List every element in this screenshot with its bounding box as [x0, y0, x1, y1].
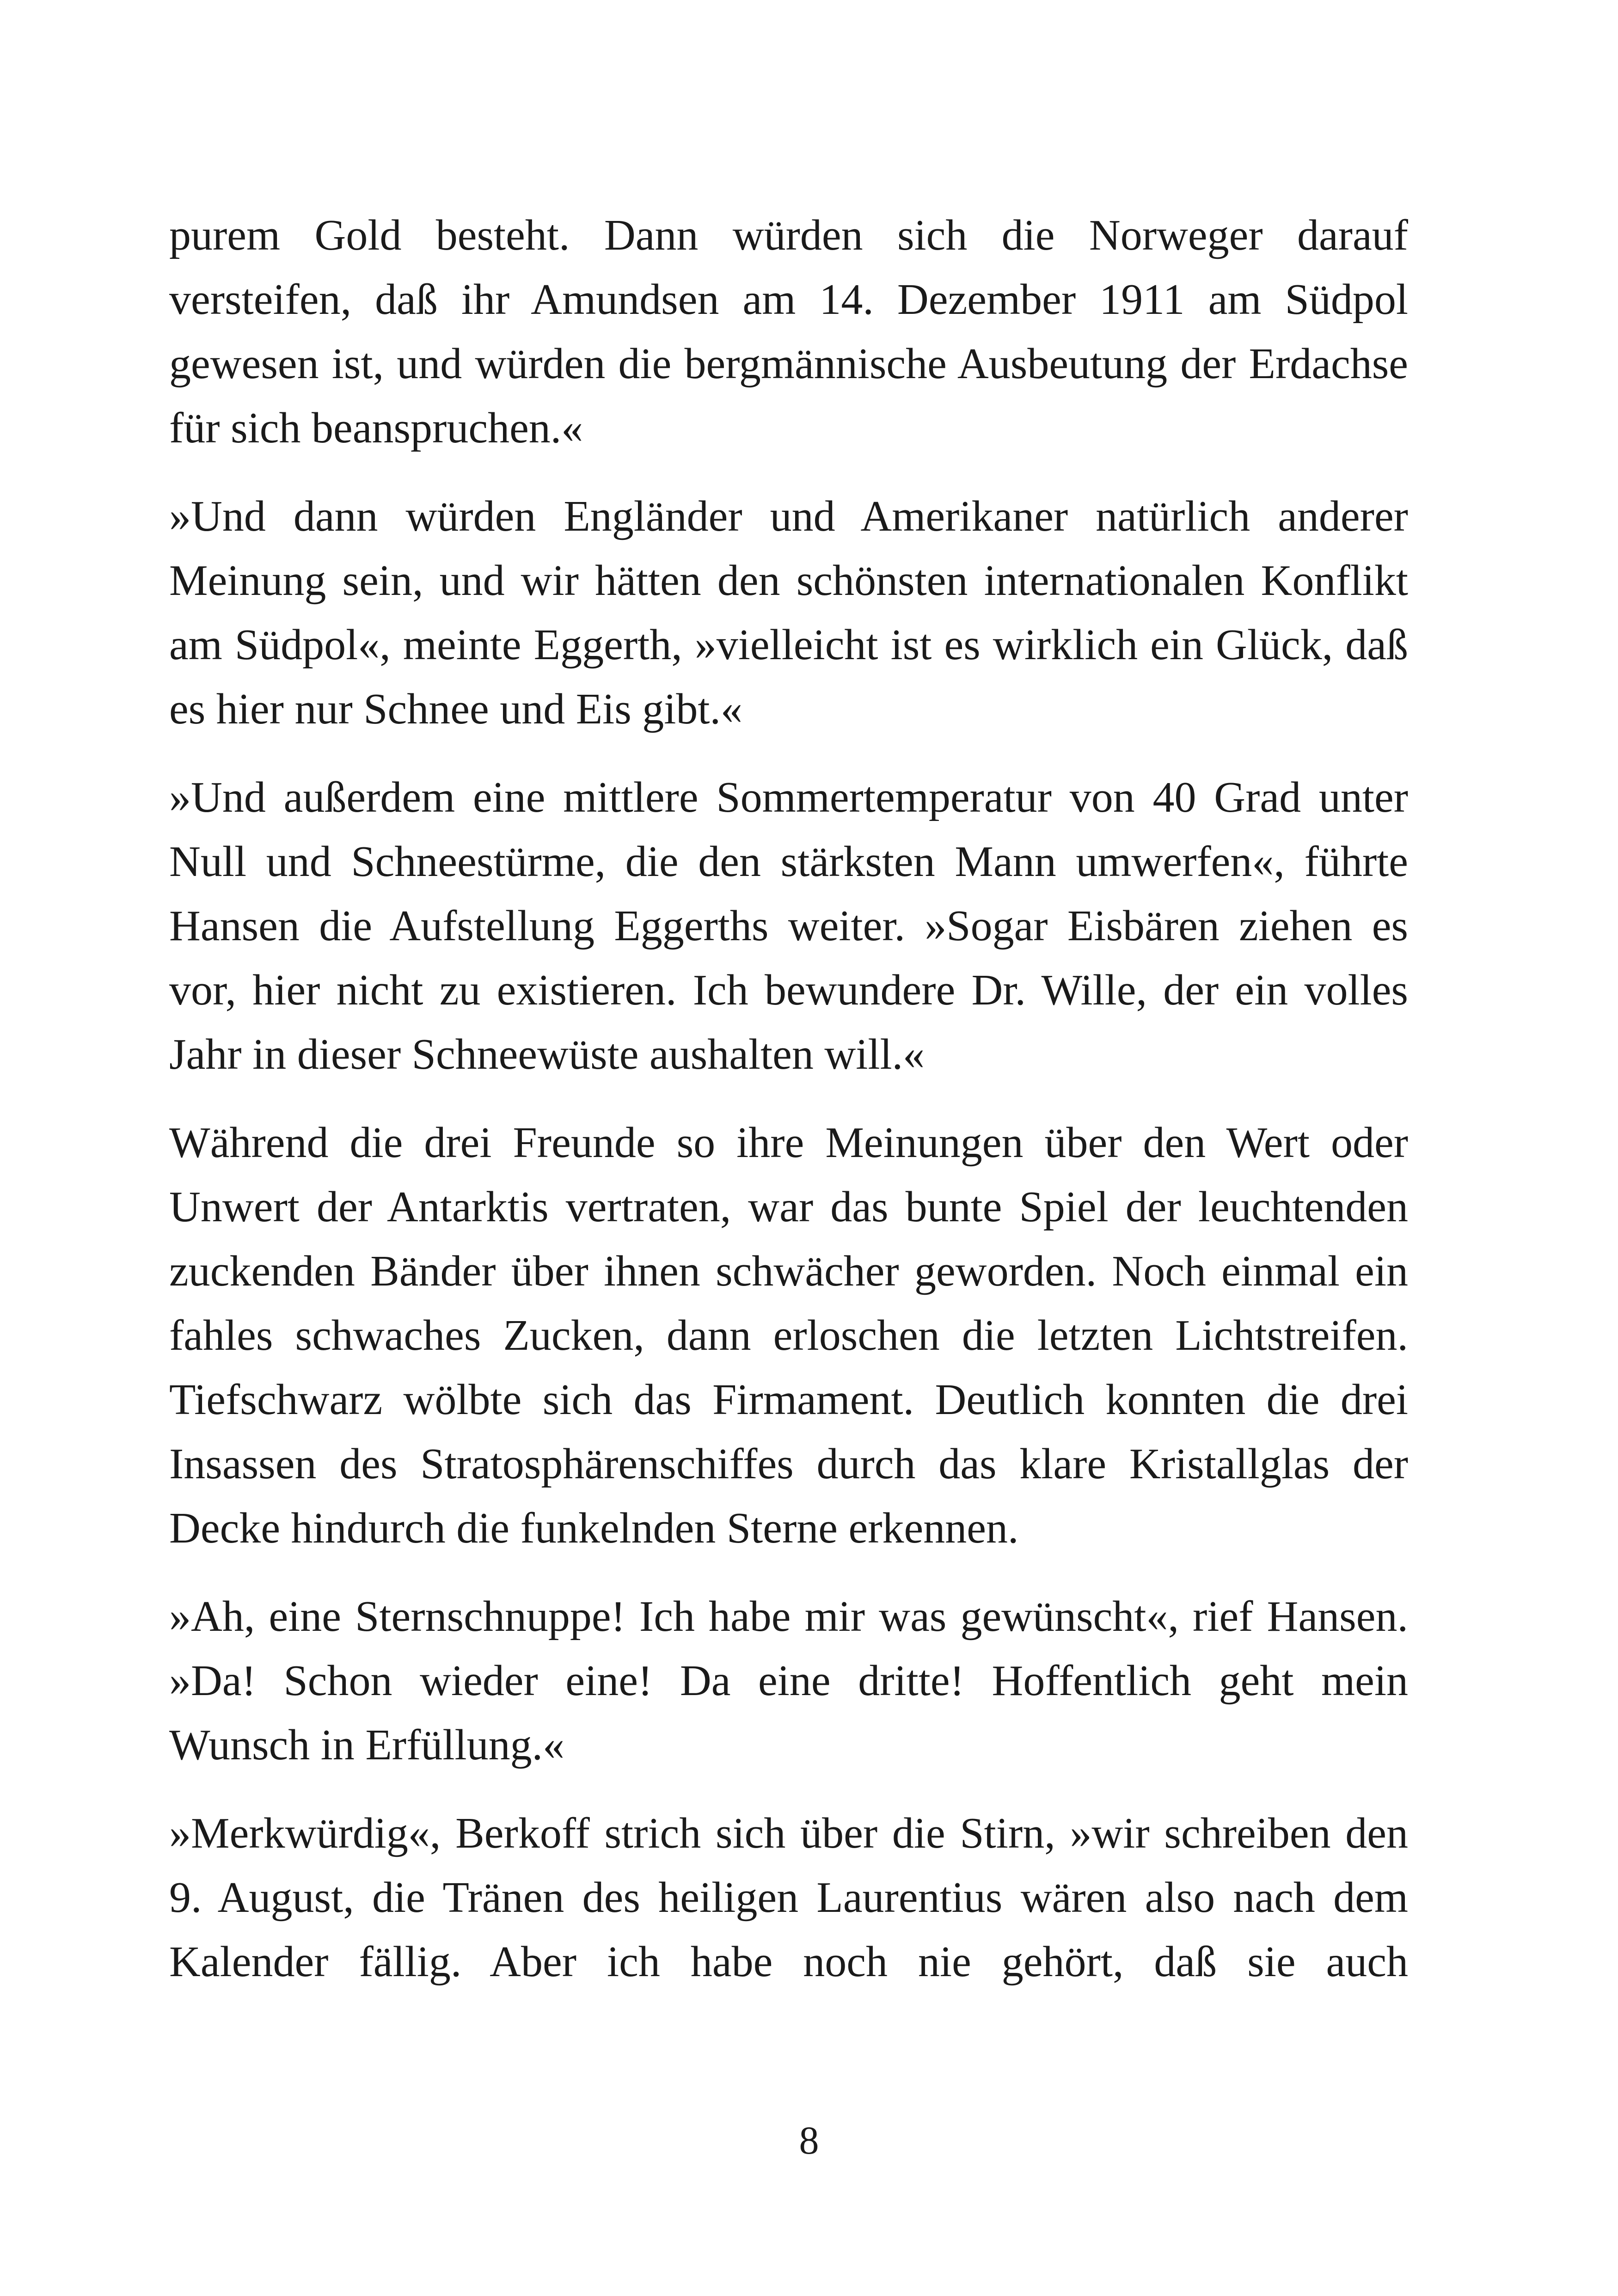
paragraph-3: »Und außerdem eine mittlere Sommertemperatur von 40 Grad unter Null und Schneestürme, die den stärksten Mann umwerfen«, führte Hansen die Aufstellung Eggerths weiter. »Sogar Eisbären ziehen es vor, hier nicht zu existieren. Ich bewundere Dr. Wille, der ein volles Jahr in dieser Schneewüste aushalten will.« — [169, 773, 1408, 1078]
body-text — [169, 203, 1408, 2018]
page-number: 8 — [799, 2118, 819, 2162]
paragraph-6: »Merkwürdig«, Berkoff strich sich über die Stirn, »wir schreiben den 9. August, die Tränen des heiligen Laurentius wären also nach dem Kalender fällig. Aber ich habe noch nie gehört, daß sie auch — [169, 1809, 1408, 1986]
paragraph-2: »Und dann würden Engländer und Amerikaner natürlich anderer Meinung sein, und wir hätten den schönsten internationalen Konflikt am Südpol«, meinte Eggerth, »vielleicht ist es wirklich ein Glück, daß es hier nur Schnee und Eis gibt.« — [169, 492, 1408, 733]
paragraph-4: Während die drei Freunde so ihre Meinungen über den Wert oder Unwert der Antarktis vertraten, war das bunte Spiel der leuchtenden zuckenden Bänder über ihnen schwächer geworden. Noch einmal ein fahles schwaches Zucken, dann erloschen die letzten Lichtstreifen. Tiefschwarz wölbte sich das Firmament. Deutlich konnten die drei Insassen des Stratosphärenschiffes durch das klare Kristallglas der Decke hindurch die funkelnden Sterne erkennen. — [169, 1119, 1408, 1552]
paragraph-5: »Ah, eine Sternschnuppe! Ich habe mir was gewünscht«, rief Hansen. »Da! Schon wieder eine! Da eine dritte! Hoffentlich geht mein Wunsch in Erfüllung.« — [169, 1592, 1408, 1769]
paragraph-1: purem Gold besteht. Dann würden sich die Norweger darauf versteifen, daß ihr Amundsen am 14. Dezember 1911 am Südpol gewesen ist, und würden die bergmännische Ausbeutung der Erdachse für sich beanspruchen.« — [169, 211, 1408, 452]
